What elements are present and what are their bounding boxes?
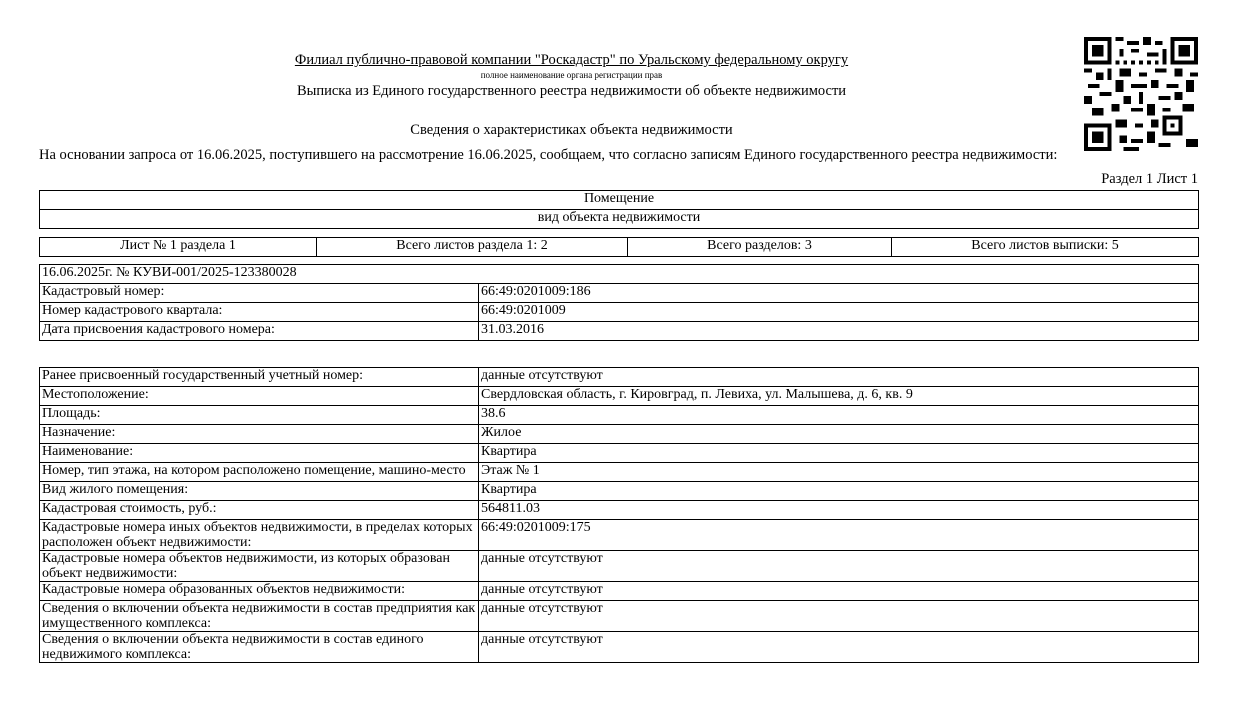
row-value: данные отсутствуют — [479, 368, 1199, 387]
row-label: Ранее присвоенный государственный учетный номер: — [40, 368, 479, 387]
row-label: Дата присвоения кадастрового номера: — [40, 322, 479, 341]
table-row — [40, 632, 1199, 663]
row-label: Кадастровые номера объектов недвижимости, из которых образован объект недвижимости: — [40, 551, 479, 582]
row-label: Номер, тип этажа, на котором расположено помещение, машино-место — [40, 463, 479, 482]
sheet-reference: Раздел 1 Лист 1 — [1101, 171, 1198, 187]
table-row — [40, 322, 1199, 341]
table-row — [40, 582, 1199, 601]
row-label: Кадастровая стоимость, руб.: — [40, 501, 479, 520]
row-label: Кадастровые номера иных объектов недвижимости, в пределах которых расположен объект недвижимости: — [40, 520, 479, 551]
row-value: Жилое — [479, 425, 1199, 444]
row-label: Вид жилого помещения: — [40, 482, 479, 501]
row-value: Квартира — [479, 444, 1199, 463]
row-label: Кадастровые номера образованных объектов недвижимости: — [40, 582, 479, 601]
row-label: Номер кадастрового квартала: — [40, 303, 479, 322]
record-table — [39, 264, 1199, 341]
record-reference: 16.06.2025г. № КУВИ-001/2025-123380028 — [40, 265, 1199, 284]
table-row — [40, 463, 1199, 482]
section-sheet-count: Всего листов раздела 1: 2 — [317, 238, 628, 257]
row-value: Свердловская область, г. Кировград, п. Левиха, ул. Малышева, д. 6, кв. 9 — [479, 387, 1199, 406]
table-row — [40, 406, 1199, 425]
org-caption: полное наименование органа регистрации прав — [480, 70, 663, 80]
row-label: Кадастровый номер: — [40, 284, 479, 303]
row-label: Площадь: — [40, 406, 479, 425]
object-type-caption: вид объекта недвижимости — [40, 210, 1199, 229]
table-row — [40, 520, 1199, 551]
section-title: Сведения о характеристиках объекта недвижимости — [410, 122, 733, 138]
table-row — [40, 284, 1199, 303]
intro-text: На основании запроса от 16.06.2025, поступившего на рассмотрение 16.06.2025, сообщаем, что согласно записям Единого государственного реестра недвижимости: — [39, 147, 1058, 163]
table-row — [40, 444, 1199, 463]
object-type-table — [39, 190, 1199, 229]
row-label: Наименование: — [40, 444, 479, 463]
sheet-number: Лист № 1 раздела 1 — [40, 238, 317, 257]
row-value: данные отсутствуют — [479, 551, 1199, 582]
document-title: Выписка из Единого государственного реестра недвижимости об объекте недвижимости — [296, 83, 847, 99]
row-value: 66:49:0201009:175 — [479, 520, 1199, 551]
row-label: Сведения о включении объекта недвижимости в состав единого недвижимого комплекса: — [40, 632, 479, 663]
table-row — [40, 303, 1199, 322]
row-value: 66:49:0201009:186 — [479, 284, 1199, 303]
table-row — [40, 551, 1199, 582]
table-row — [40, 387, 1199, 406]
qr-code-icon — [1084, 37, 1198, 151]
total-sheet-count: Всего листов выписки: 5 — [892, 238, 1199, 257]
table-row — [40, 601, 1199, 632]
org-name: Филиал публично-правовой компании "Роскадастр" по Уральскому федеральному округу — [294, 52, 849, 68]
row-value: 564811.03 — [479, 501, 1199, 520]
row-value: данные отсутствуют — [479, 582, 1199, 601]
row-value: 66:49:0201009 — [479, 303, 1199, 322]
row-label: Сведения о включении объекта недвижимости в состав предприятия как имущественного комплекса: — [40, 601, 479, 632]
table-row — [40, 501, 1199, 520]
details-table — [39, 367, 1199, 663]
table-row — [40, 425, 1199, 444]
row-label: Назначение: — [40, 425, 479, 444]
row-label: Местоположение: — [40, 387, 479, 406]
row-value: 38.6 — [479, 406, 1199, 425]
row-value: Квартира — [479, 482, 1199, 501]
table-row — [40, 368, 1199, 387]
row-value: 31.03.2016 — [479, 322, 1199, 341]
table-row — [40, 482, 1199, 501]
row-value: данные отсутствуют — [479, 632, 1199, 663]
section-count: Всего разделов: 3 — [628, 238, 892, 257]
row-value: Этаж № 1 — [479, 463, 1199, 482]
sheets-info-table — [39, 237, 1199, 257]
object-type: Помещение — [40, 191, 1199, 210]
row-value: данные отсутствуют — [479, 601, 1199, 632]
